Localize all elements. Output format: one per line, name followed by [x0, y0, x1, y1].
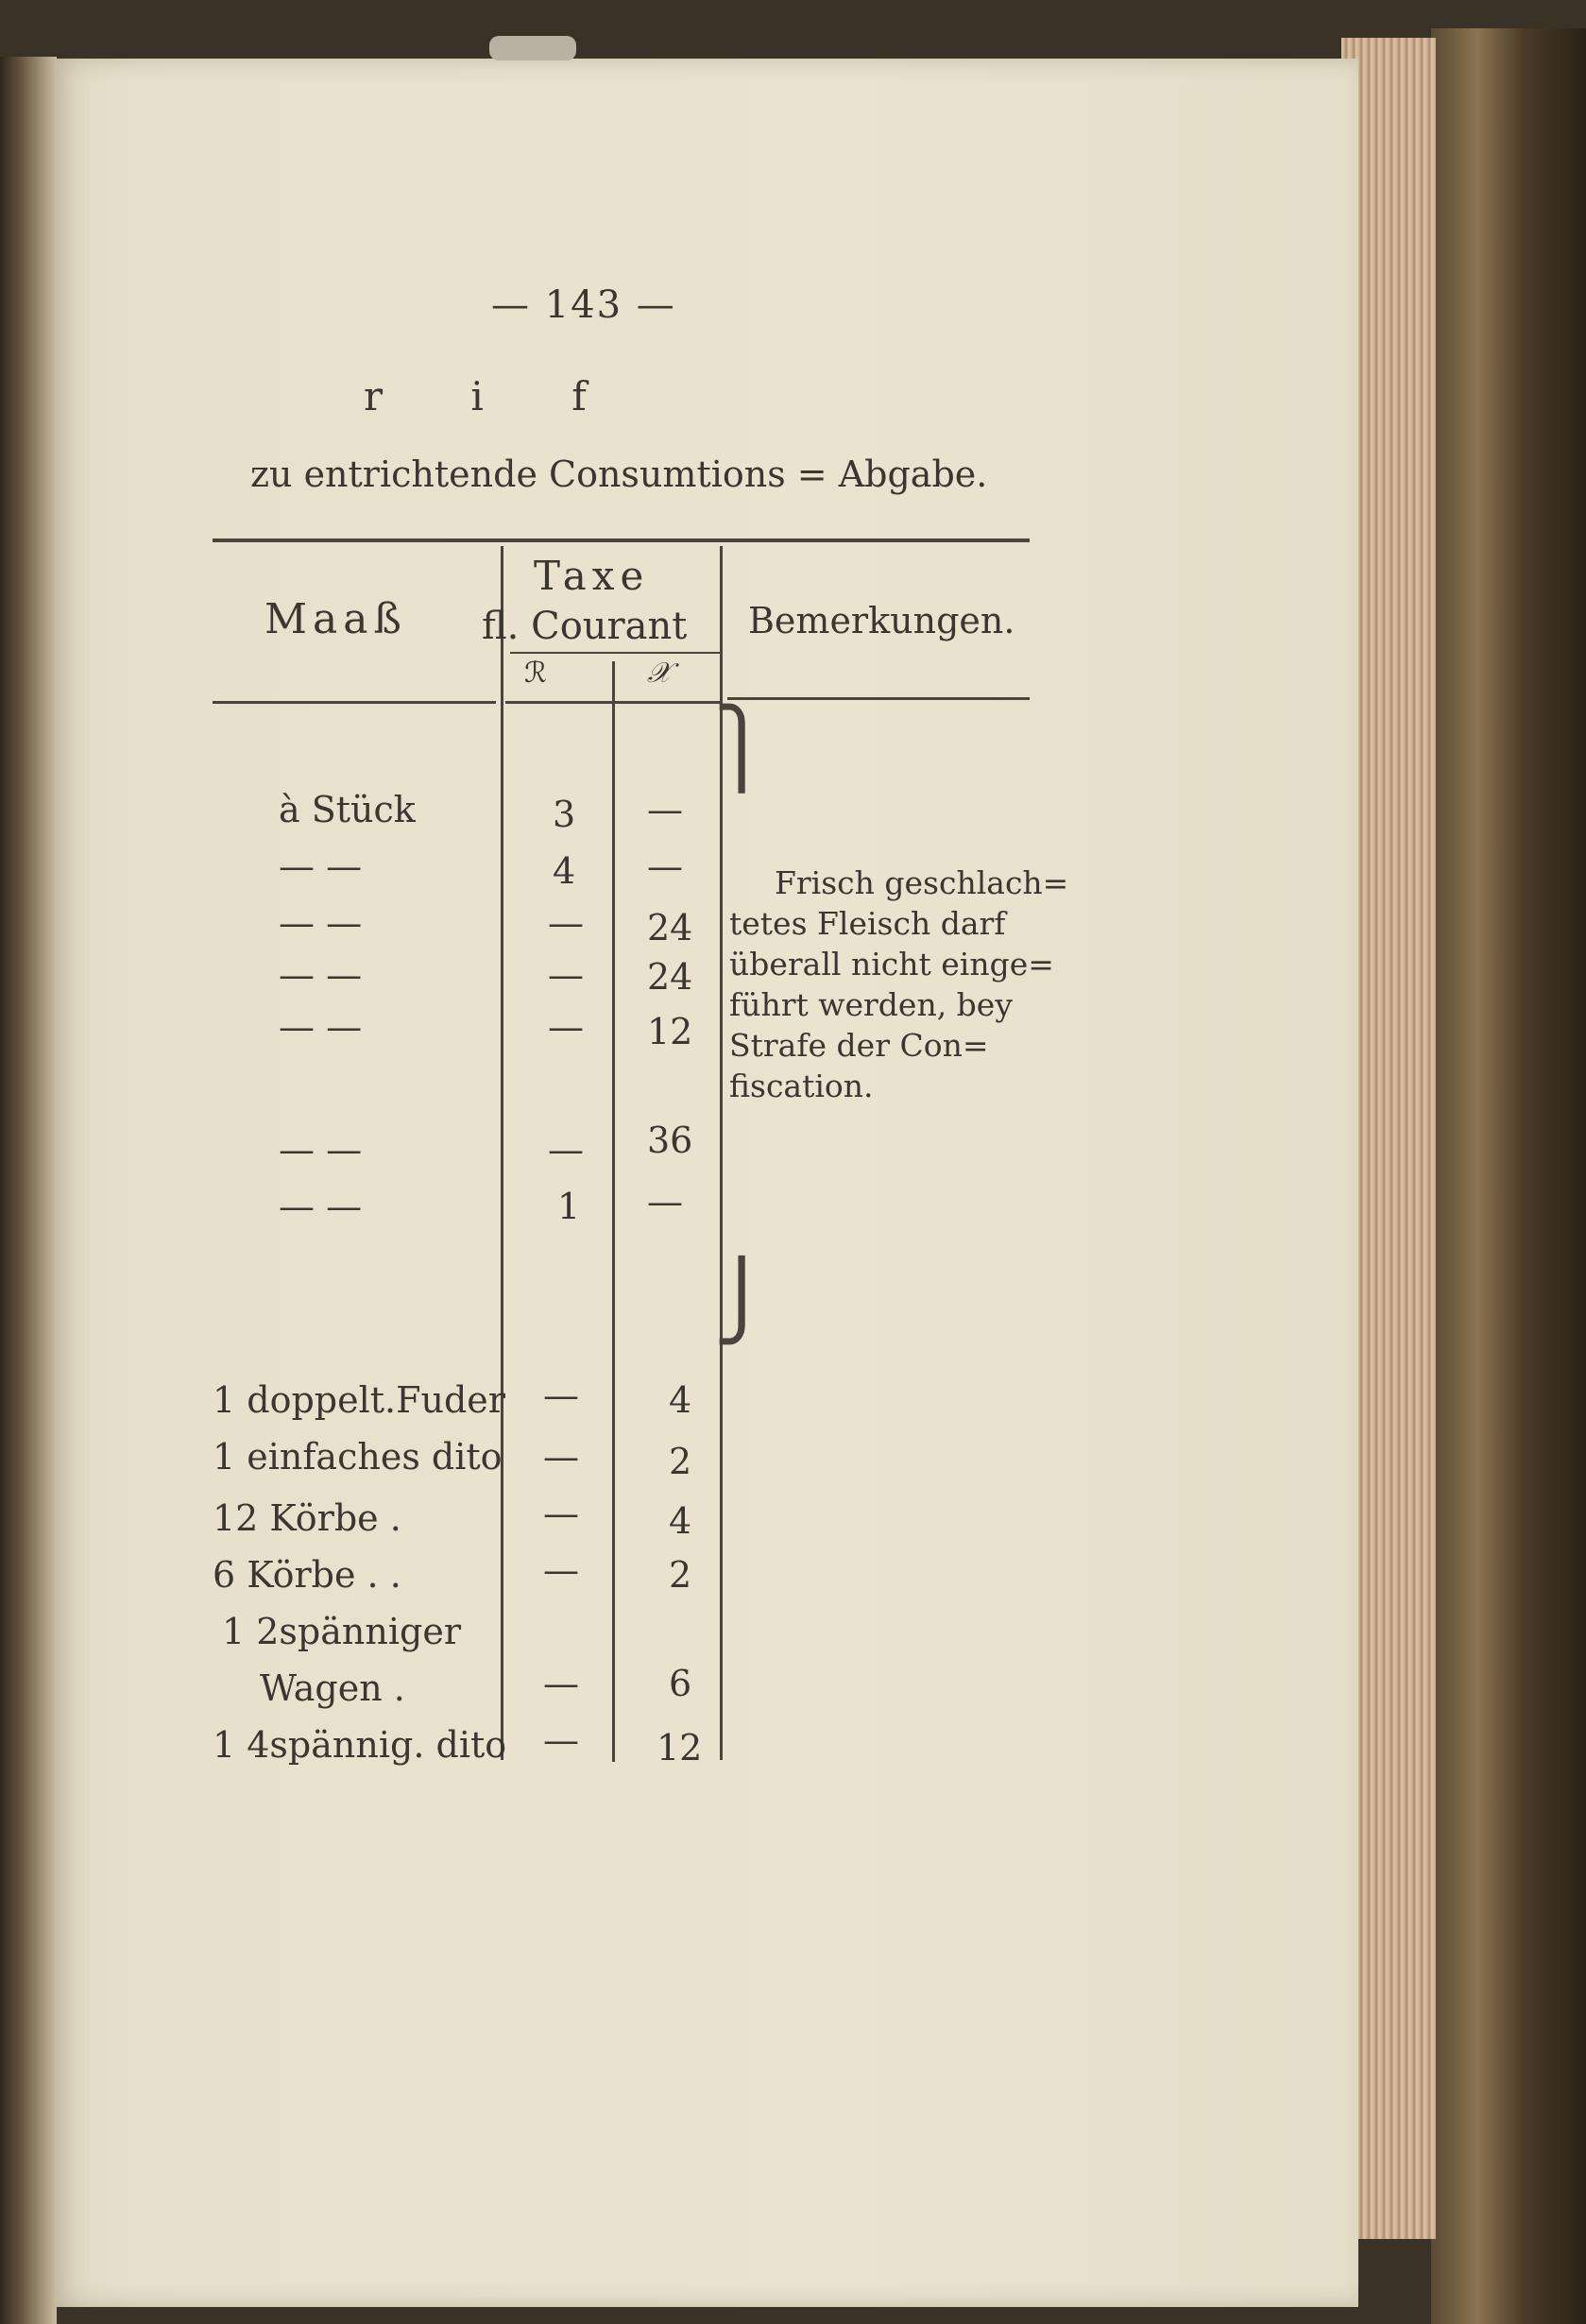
table-row-fl: —: [543, 1663, 579, 1704]
col-divider-maass: [501, 546, 503, 1760]
table-row-kr: 24: [647, 956, 693, 998]
note-line: fiscation.: [729, 1068, 874, 1104]
table-row-fl: —: [543, 1436, 579, 1478]
table-row-fl: —: [543, 1719, 579, 1761]
bookmark-tab: [489, 36, 576, 60]
table-row-maass: — —: [279, 1186, 363, 1227]
table-row-fl: —: [543, 1375, 579, 1416]
note-line: Strafe der Con=: [729, 1027, 989, 1064]
table-row-kr: 4: [669, 1500, 692, 1542]
table-row-fl: —: [543, 1493, 579, 1534]
subheader-fl: ℛ: [524, 657, 547, 690]
header-bottom-rule-left: [213, 701, 496, 704]
table-row-maass: 12 Körbe .: [213, 1497, 401, 1539]
table-row-maass: Wagen .: [260, 1667, 405, 1709]
header-bottom-rule-right: [727, 697, 1030, 700]
table-row-kr: —: [647, 1181, 683, 1222]
col-divider-kr: [612, 661, 615, 1762]
table-row-kr: —: [647, 846, 683, 887]
table-row-maass: — —: [279, 954, 363, 996]
table-row-fl: —: [548, 902, 584, 944]
table-row-fl: —: [548, 1006, 584, 1048]
table-row-kr: 6: [669, 1663, 692, 1704]
subheading: zu entrichtende Consumtions = Abgabe.: [250, 453, 988, 495]
column-header-bemerkungen: Bemerkungen.: [748, 600, 1015, 641]
table-row-maass: 1 doppelt.Fuder: [213, 1379, 505, 1421]
table-row-kr: —: [647, 789, 683, 830]
note-line: Frisch geschlach=: [775, 864, 1069, 901]
column-header-courant: fl. Courant: [482, 605, 688, 648]
table-row-maass: — —: [279, 846, 363, 887]
table-row-maass: 6 Körbe . .: [213, 1554, 401, 1596]
note-line: überall nicht einge=: [729, 946, 1054, 983]
table-row-kr: 4: [669, 1379, 692, 1421]
table-row-fl: —: [548, 954, 584, 996]
table-row-maass: — —: [279, 1129, 363, 1171]
table-row-maass: 1 4spännig. dito: [213, 1724, 507, 1766]
table-row-kr: 12: [657, 1727, 703, 1769]
subheader-kr: 𝒳: [647, 657, 672, 690]
table-row-maass: 1 2spänniger: [222, 1611, 461, 1652]
table-row-fl: —: [548, 1129, 584, 1171]
table-row-maass: 1 einfaches dito: [213, 1436, 503, 1478]
brace-left-top: ⎫: [713, 704, 770, 792]
book-cover-edge: [1431, 28, 1586, 2324]
courant-underline: [510, 652, 723, 654]
column-header-maass: Maaß: [264, 595, 407, 643]
table-row-kr: 24: [647, 907, 693, 948]
book-spine-left: [0, 57, 57, 2324]
heading-fragment: r i f: [364, 373, 624, 419]
table-row-kr: 2: [669, 1554, 692, 1596]
column-header-taxe: Taxe: [534, 553, 650, 599]
table-top-rule: [213, 538, 1030, 542]
note-line: tetes Fleisch darf: [729, 905, 1006, 942]
brace-left-bottom: ⎭: [713, 1256, 770, 1344]
table-row-maass: — —: [279, 1006, 363, 1048]
table-row-fl: 3: [553, 794, 576, 835]
table-row-kr: 36: [647, 1119, 693, 1161]
table-row-kr: 2: [669, 1441, 692, 1482]
table-row-fl: —: [543, 1549, 579, 1591]
table-row-fl: 1: [557, 1186, 581, 1227]
table-row-maass: à Stück: [279, 789, 416, 830]
table-row-maass: — —: [279, 902, 363, 944]
page-number: — 143 —: [491, 283, 676, 327]
note-line: führt werden, bey: [729, 986, 1013, 1023]
book-page: [55, 59, 1358, 2307]
table-row-kr: 12: [647, 1011, 693, 1052]
table-row-fl: 4: [553, 850, 576, 892]
